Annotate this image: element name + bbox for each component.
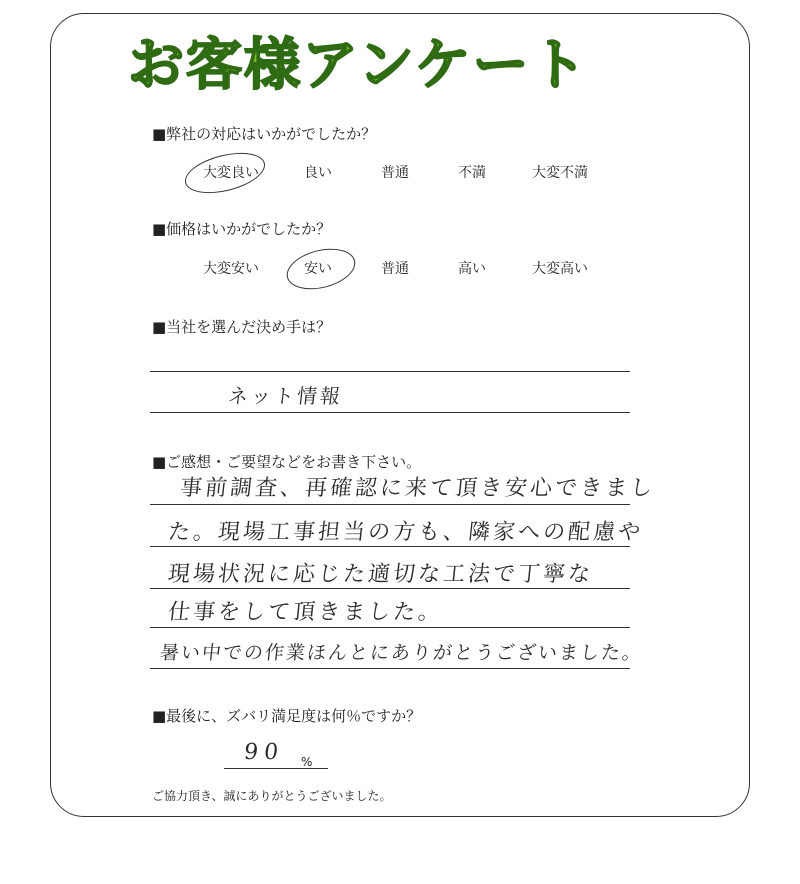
q2-option-4[interactable]: 高い bbox=[458, 261, 486, 277]
comment-rule-2 bbox=[150, 546, 630, 547]
comment-rule-1 bbox=[150, 504, 630, 505]
comment-rule-3 bbox=[150, 588, 630, 589]
reason-answer: ネット情報 bbox=[226, 384, 345, 408]
closing-message: ご協力頂き、誠にありがとうございました。 bbox=[152, 789, 392, 803]
satisfaction-value: 90 bbox=[242, 740, 286, 765]
q2-option-2[interactable]: 安い bbox=[304, 261, 332, 277]
comment-line-5: 暑い中での作業ほんとにありがとうございました。 bbox=[158, 642, 645, 664]
question-price: ■価格はいかがでしたか？ bbox=[152, 220, 332, 238]
reason-line-2 bbox=[150, 412, 630, 413]
question-service: ■弊社の対応はいかがでしたか？ bbox=[152, 125, 377, 143]
comment-line-4: 仕事をして頂きました。 bbox=[166, 600, 445, 625]
question-comments: ■ご感想・ご要望などをお書き下さい。 bbox=[152, 453, 422, 471]
comment-line-3: 現場状況に応じた適切な工法で丁寧な bbox=[166, 562, 595, 587]
q1-option-1[interactable]: 大変良い bbox=[203, 165, 259, 181]
satisfaction-line bbox=[224, 768, 328, 769]
q2-option-5[interactable]: 大変高い bbox=[532, 261, 588, 277]
reason-line-1 bbox=[150, 371, 630, 372]
q2-option-3[interactable]: 普通 bbox=[381, 261, 409, 277]
comment-line-1: 事前調査、再確認に来て頂き安心できまし bbox=[178, 476, 657, 501]
q2-option-1[interactable]: 大変安い bbox=[203, 261, 259, 277]
q1-option-2[interactable]: 良い bbox=[304, 165, 332, 181]
q1-option-5[interactable]: 大変不満 bbox=[532, 165, 588, 181]
q1-option-3[interactable]: 普通 bbox=[381, 165, 409, 181]
question-reason: ■当社を選んだ決め手は？ bbox=[152, 318, 332, 336]
page-title: お客様アンケート bbox=[128, 33, 589, 98]
question-satisfaction: ■最後に、ズバリ満足度は何％ですか？ bbox=[152, 707, 422, 725]
comment-rule-4 bbox=[150, 627, 630, 628]
comment-line-2: た。現場工事担当の方も、隣家への配慮や bbox=[166, 520, 645, 545]
comment-rule-5 bbox=[150, 668, 630, 669]
percent-unit: % bbox=[301, 755, 313, 769]
q1-option-4[interactable]: 不満 bbox=[458, 165, 486, 181]
